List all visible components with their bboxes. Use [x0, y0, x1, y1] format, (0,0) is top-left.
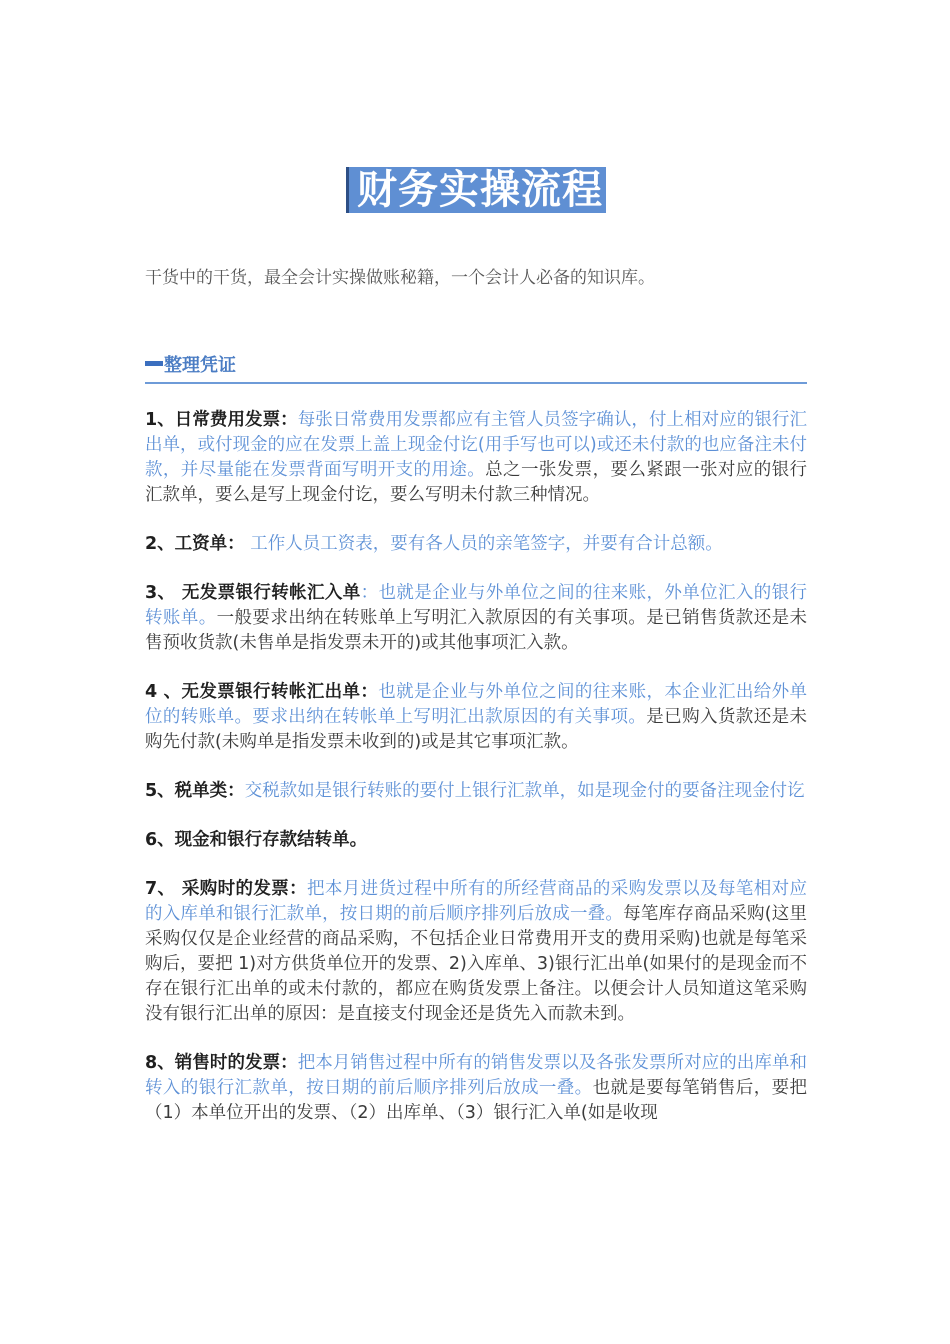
- item-highlight: 把本月销售过程中所有的销售发票以及各张发票所对应的出库单和转入的银行汇款单，按日期的前后顺序排列后放成一叠。: [145, 1053, 807, 1098]
- list-item: [145, 1051, 807, 1126]
- item-text: 总之一张发票，要么紧跟一张对应的银行汇款单，要么是写上现金付讫，要么写明未付款三种情况。: [145, 460, 808, 505]
- item-text: 也就是要每笔销售后，要把（1）本单位开出的发票、（2）出库单、（3）银行汇入单(如是收现: [145, 1078, 808, 1123]
- item-text: 每笔库存商品采购(这里采购仅仅是企业经营的商品采购，不包括企业日常费用开支的费用采购)也就是每笔采购后，要把 1)对方供货单位开的发票、2)入库单、3)银行汇出单(如果付的是现金而不存在银行汇出单的或未付款的，都应在购货发票上备注。以便会计人员知道这笔采购没有银行汇出单的原因：是直接支付现金还是货先入而款未到。: [145, 904, 808, 1024]
- item-text: 是已购入货款还是未购先付款(未购单是指发票未收到的)或是其它事项汇款。: [145, 707, 808, 752]
- item-list: [145, 408, 807, 1150]
- item-heading: 5、税单类：: [145, 781, 245, 801]
- item-highlight: 工作人员工资表，要有各人员的亲笔签字，并要有合计总额。: [244, 534, 723, 554]
- item-highlight: 把本月进货过程中所有的所经营商品的采购发票以及每笔相对应的入库单和银行汇款单，按日期的前后顺序排列后放成一叠。: [145, 879, 807, 924]
- list-item: [145, 828, 807, 853]
- item-heading: 1、日常费用发票：: [145, 410, 298, 430]
- item-heading: 4 、无发票银行转帐汇出单：: [145, 682, 379, 702]
- intro-text: 干货中的干货，最全会计实操做账秘籍，一个会计人必备的知识库。: [145, 268, 655, 288]
- item-heading: 2、工资单：: [145, 534, 245, 554]
- list-item: [145, 680, 807, 755]
- title-block: [145, 167, 807, 213]
- item-highlight: 也就是企业与外单位之间的往来账，本企业汇出给外单位的转账单。要求出纳在转帐单上写明汇出款原因的有关事项。: [145, 682, 807, 727]
- page-title: 财务实操流程: [346, 167, 606, 213]
- item-text: 一般要求出纳在转账单上写明汇入款原因的有关事项。是已销售货款还是未售预收货款(未售单是指发票未开的)或其他事项汇入款。: [145, 608, 808, 653]
- section-marker-icon: [145, 361, 163, 366]
- item-highlight: 交税款如是银行转账的要付上银行汇款单，如是现金付的要备注现金付讫: [244, 781, 805, 801]
- item-highlight: ：也就是企业与外单位之间的往来账，外单位汇入的银行转账单。: [145, 583, 807, 628]
- item-heading: 6、现金和银行存款结转单。: [145, 830, 368, 850]
- item-highlight: 每张日常费用发票都应有主管人员签字确认，付上相对应的银行汇出单，或付现金的应在发票上盖上现金付讫(用手写也可以)或还未付款的也应备注未付款，并尽量能在发票背面写明开支的用途。: [145, 410, 807, 480]
- list-item: [145, 408, 807, 508]
- section-heading-label: 整理凭证: [164, 355, 236, 376]
- item-heading: 8、销售时的发票：: [145, 1053, 298, 1073]
- item-heading: 3、 无发票银行转帐汇入单: [145, 583, 361, 603]
- list-item: [145, 532, 807, 557]
- section-heading: [145, 352, 807, 384]
- list-item: [145, 581, 807, 656]
- list-item: [145, 877, 807, 1027]
- list-item: [145, 779, 807, 804]
- item-heading: 7、 采购时的发票：: [145, 879, 307, 899]
